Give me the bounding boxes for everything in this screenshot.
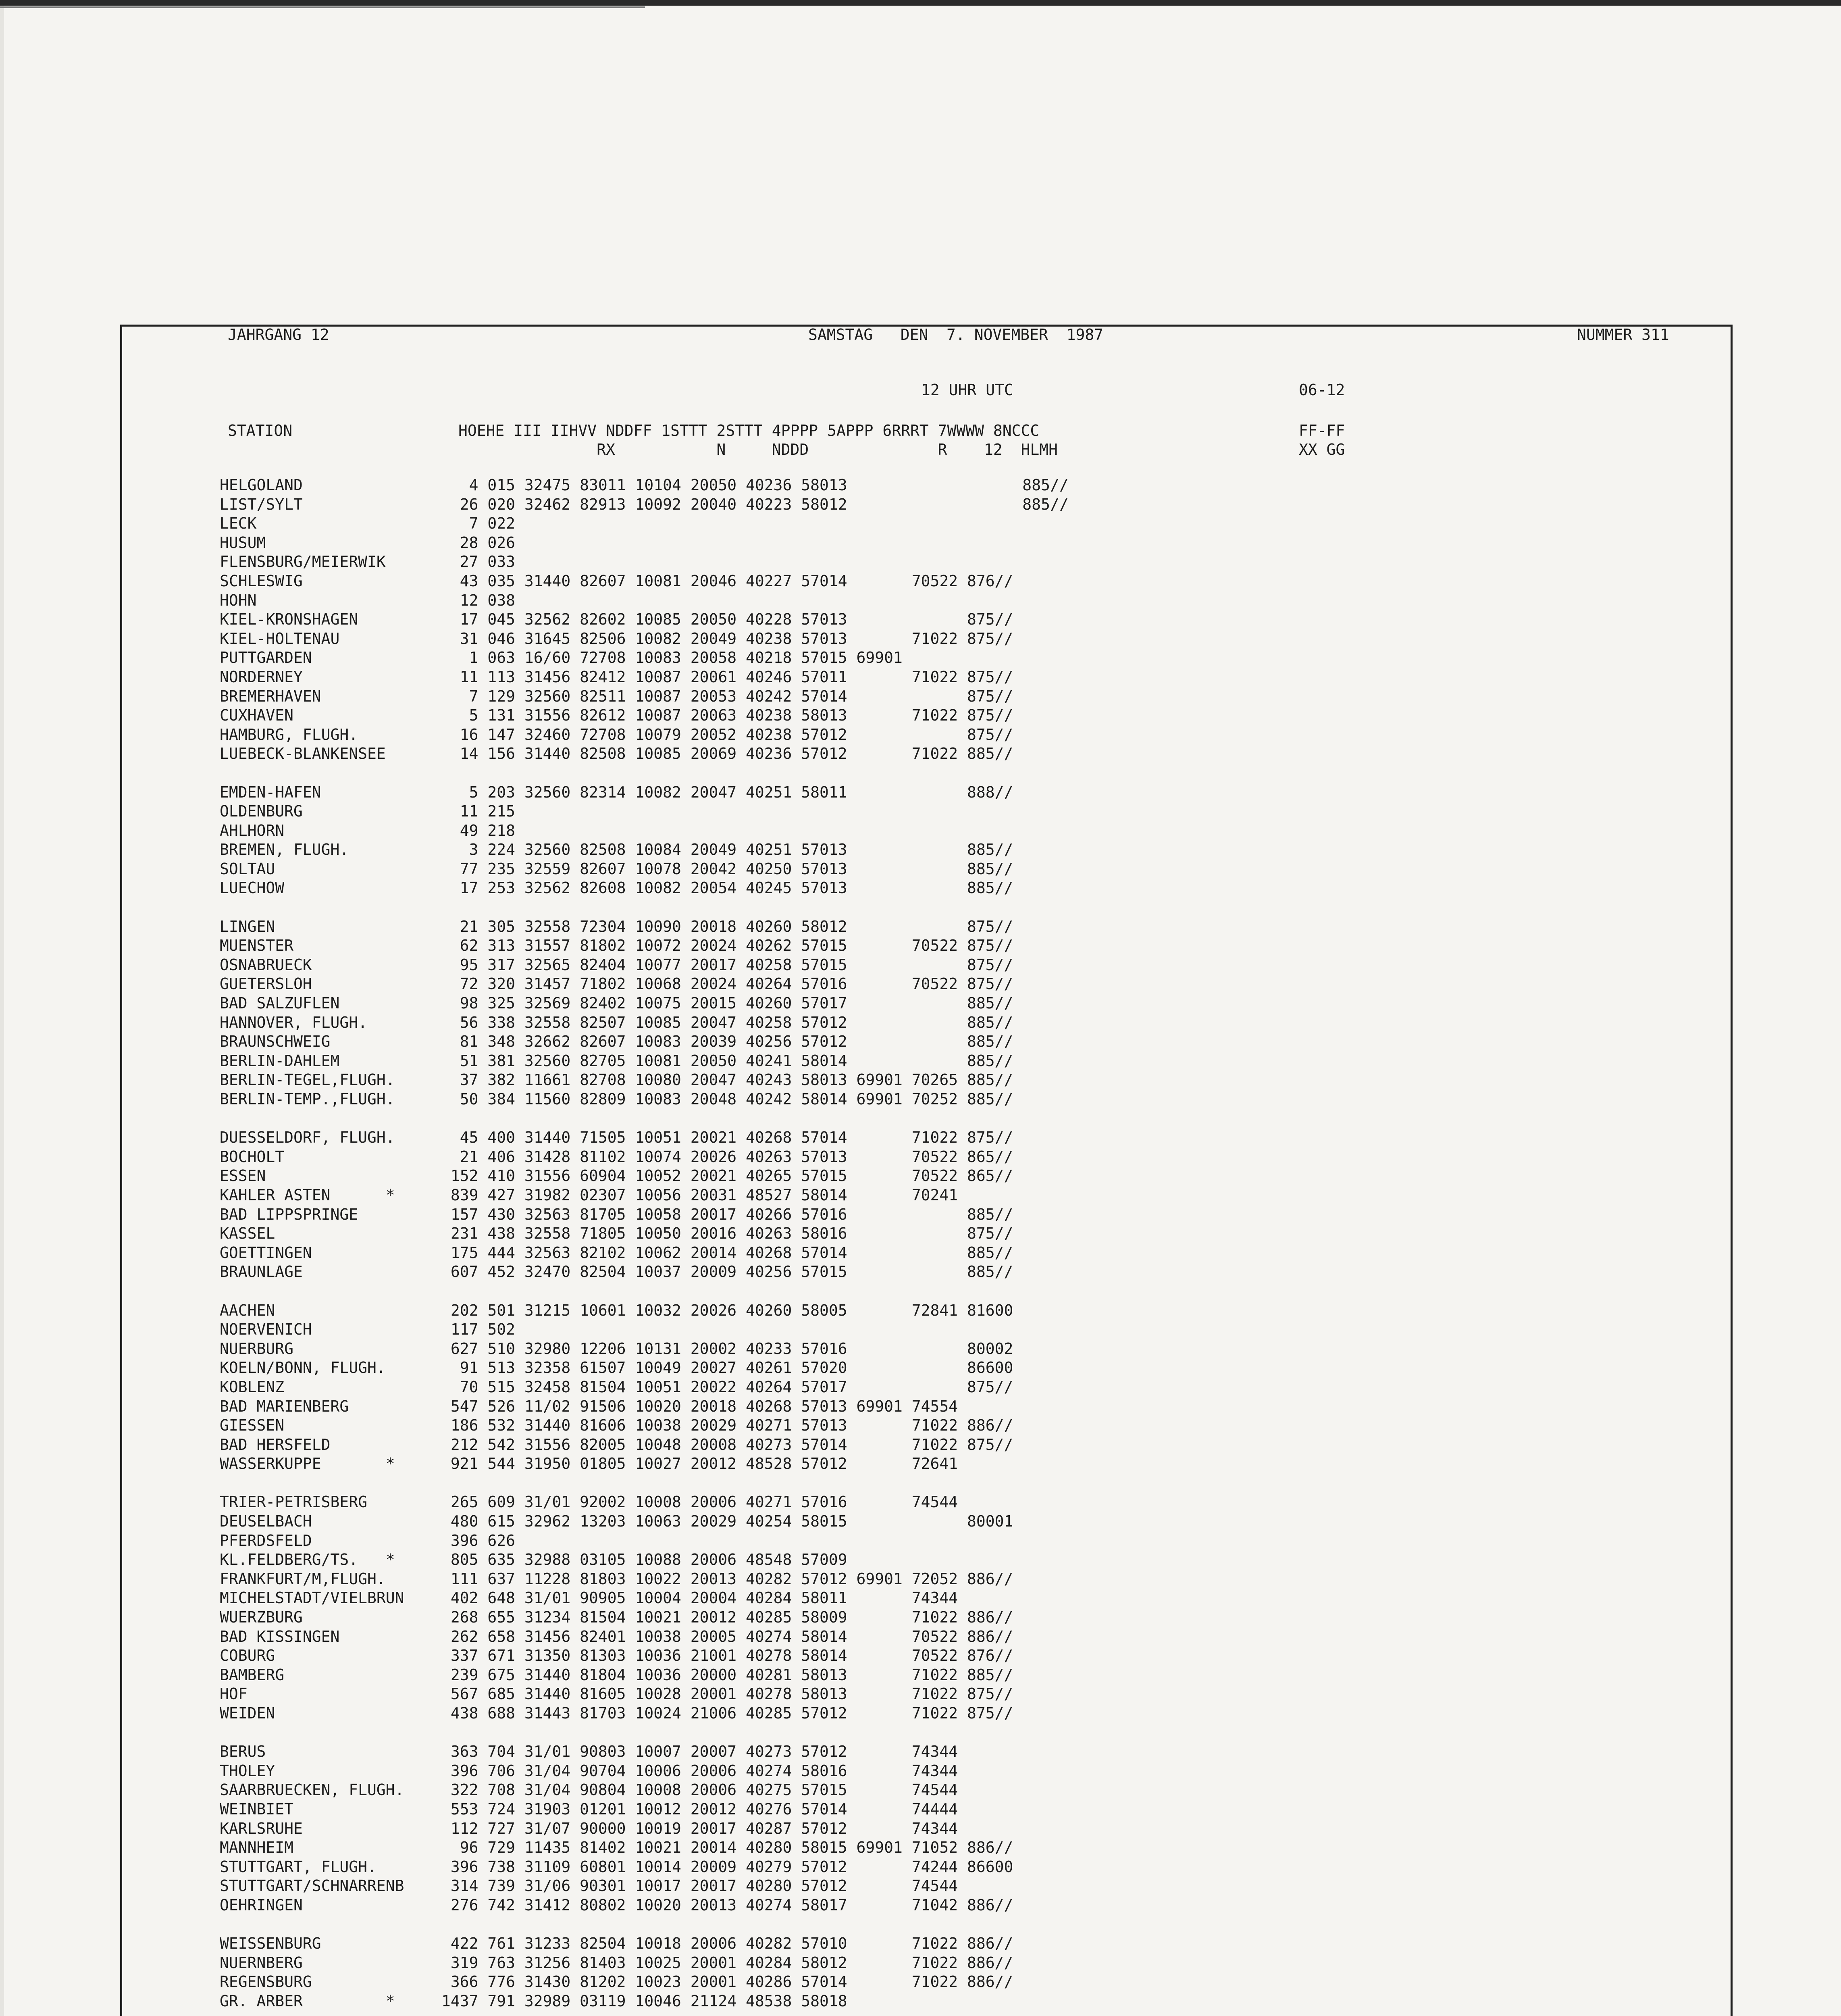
station-name: TRIER-PETRISBERG [220,1493,368,1511]
station-name: STUTTGART, FLUGH. [220,1858,377,1876]
station-name: BERLIN-TEGEL,FLUGH. [220,1071,395,1089]
station-data: 276 742 31412 80802 10020 20013 40274 58017 71042 886// [441,1896,1013,1914]
station-name: LECK [220,514,257,533]
station-name: EMDEN-HAFEN [220,783,321,801]
station-data: 322 708 31/04 90804 10008 20006 40275 57015 74544 [441,1781,958,1799]
table-row [220,1013,1069,1033]
table-row [220,879,1069,898]
station-data: 117 502 [441,1320,516,1339]
table-row [220,802,1069,821]
table-row [220,706,1069,725]
table-row [220,1205,1069,1225]
station-name: BAD LIPPSPRINGE [220,1205,358,1223]
station-data: 5 131 31556 82612 10087 20063 40238 58013 71022 875// [441,706,1013,725]
station-name: WUERZBURG [220,1608,303,1627]
table-row [220,1416,1069,1435]
station-data: 81 348 32662 82607 10083 20039 40256 57012 885// [441,1033,1013,1051]
station-name: SCHLESWIG [220,572,303,590]
table-row [220,1358,1069,1378]
table-row [220,1954,1069,1973]
station-data: 422 761 31233 82504 10018 20006 40282 57010 71022 886// [441,1935,1013,1953]
table-row [220,610,1069,629]
table-row [220,1608,1069,1627]
station-data: 95 317 32565 82404 10077 20017 40258 57015 875// [441,956,1013,974]
station-data: 402 648 31/01 90905 10004 20004 40284 58011 74344 [441,1589,958,1607]
station-name: WEIDEN [220,1704,275,1722]
station-data: 27 033 [441,553,516,571]
scan-edge [0,0,4,2016]
table-row [220,1704,1069,1723]
table-row [220,1627,1069,1647]
station-data: 3 224 32560 82508 10084 20049 40251 57013 885// [441,841,1013,859]
table-row [220,1052,1069,1071]
station-data: 627 510 32980 12206 10131 20002 40233 57016 80002 [441,1339,1013,1358]
station-name: MICHELSTADT/VIELBRUN [220,1589,404,1607]
table-row [220,1339,1069,1359]
table-row [220,764,1069,783]
station-name: LIST/SYLT [220,495,303,513]
table-row [220,1876,1069,1896]
table-row [220,1262,1069,1282]
station-data: 70 515 32458 81504 10051 20022 40264 57017 875// [441,1378,1013,1396]
table-row [220,783,1069,802]
station-data: 239 675 31440 81804 10036 20000 40281 58013 71022 885// [441,1666,1013,1684]
station-name: REGENSBURG [220,1973,312,1991]
station-name: FRANKFURT/M,FLUGH. [220,1570,386,1588]
table-row [220,1685,1069,1704]
station-data: 62 313 31557 81802 10072 20024 40262 57015 70522 875// [441,937,1013,955]
station-name: AHLHORN [220,821,285,839]
station-data: 553 724 31903 01201 10012 20012 40276 57014 74444 [441,1800,958,1818]
table-row [220,514,1069,533]
station-name: KOELN/BONN, FLUGH. [220,1359,386,1377]
table-row [220,1531,1069,1551]
station-data: 7 022 [441,514,516,533]
station-data: 51 381 32560 82705 10081 20050 40241 58014 885// [441,1052,1013,1070]
station-name: NOERVENICH [220,1320,312,1339]
station-data: 337 671 31350 81303 10036 21001 40278 58014 70522 876// [441,1647,1013,1665]
station-name: BREMERHAVEN [220,687,321,705]
table-row [220,1666,1069,1685]
station-data: 921 544 31950 01805 10027 20012 48528 57012 72641 [441,1455,958,1473]
station-name: SOLTAU [220,860,275,878]
station-data: 112 727 31/07 90000 10019 20017 40287 57012 74344 [441,1819,958,1837]
table-row [220,1032,1069,1052]
table-row [220,591,1069,610]
station-data: 547 526 11/02 91506 10020 20018 40268 57013 69901 74554 [441,1397,958,1415]
station-name: ESSEN [220,1167,266,1185]
station-data: 50 384 11560 82809 10083 20048 40242 58014 69901 70252 885// [441,1090,1013,1108]
table-row [220,1838,1069,1858]
station-name: LINGEN [220,917,275,935]
station-name: FLENSBURG/MEIERWIK [220,553,386,571]
station-name: AACHEN [220,1301,275,1319]
table-row [220,552,1069,572]
station-data: 839 427 31982 02307 10056 20031 48527 58014 70241 [441,1186,958,1204]
table-row [220,936,1069,956]
station-name: HOF [220,1685,248,1703]
station-name: MANNHEIM [220,1839,294,1857]
station-name: PFERDSFELD [220,1531,312,1549]
station-data: 363 704 31/01 90803 10007 20007 40273 57012 74344 [441,1743,958,1761]
station-data: 98 325 32569 82402 10075 20015 40260 57017 885// [441,994,1013,1012]
station-name: BAD SALZUFLEN [220,994,340,1012]
table-row [220,898,1069,917]
station-data: 7 129 32560 82511 10087 20053 40242 57014 875// [441,687,1013,705]
station-data: 96 729 11435 81402 10021 20014 40280 58015 69901 71052 886// [441,1839,1013,1857]
station-name: DEUSELBACH [220,1512,312,1531]
station-name: NUERNBERG [220,1954,303,1972]
table-row [220,1570,1069,1589]
station-name: WASSERKUPPE * [220,1455,395,1473]
table-row [220,1550,1069,1570]
station-data: 1 063 16/60 72708 10083 20058 40218 57015 69901 [441,649,903,667]
column-headers: STATION HOEHE III IIHVV NDDFF 1STTT 2STTT 4PPPP 5APPP 6RRRT 7WWWW 8NCCC [228,422,1040,439]
station-name: KARLSRUHE [220,1819,303,1837]
table-row [220,687,1069,706]
station-data: 28 026 [441,533,516,552]
station-name: KASSEL [220,1225,275,1243]
station-name: NORDERNEY [220,668,303,686]
table-row [220,668,1069,687]
station-data: 480 615 32962 13203 10063 20029 40254 58015 80001 [441,1512,1013,1531]
station-data: 4 015 32475 83011 10104 20050 40236 58013 885// [441,476,1069,494]
column-subheaders: RX N NDDD R 12 HLMH [228,441,1058,458]
station-data: 12 038 [441,591,516,609]
station-data: 438 688 31443 81703 10024 21006 40285 57012 71022 875// [441,1704,1013,1722]
station-data: 72 320 31457 71802 10068 20024 40264 57016 70522 875// [441,975,1013,993]
station-data: 186 532 31440 81606 10038 20029 40271 57013 71022 886// [441,1416,1013,1435]
station-name: GUETERSLOH [220,975,312,993]
table-row [220,1781,1069,1800]
table-row [220,1166,1069,1186]
table-row [220,1858,1069,1877]
table-row [220,533,1069,553]
table-row [220,994,1069,1013]
station-name: LUEBECK-BLANKENSEE [220,745,386,763]
station-name: SAARBRUECKEN, FLUGH. [220,1781,404,1799]
observation-time: 12 UHR UTC [921,381,1013,399]
table-row [220,1512,1069,1531]
station-data: 268 655 31234 81504 10021 20012 40285 58009 71022 886// [441,1608,1013,1627]
table-row [220,821,1069,841]
date-label: SAMSTAG DEN 7. NOVEMBER 1987 [808,326,1104,344]
table-row [220,2011,1069,2016]
station-name: KOBLENZ [220,1378,285,1396]
table-row [220,1454,1069,1474]
table-row [220,1992,1069,2011]
table-row [220,1320,1069,1339]
station-data: 175 444 32563 82102 10062 20014 40268 57014 885// [441,1243,1013,1262]
table-row [220,956,1069,975]
station-name: HOHN [220,591,257,609]
table-row [220,1301,1069,1320]
table-row [220,1819,1069,1839]
station-data: 396 626 [441,1531,516,1549]
station-data: 396 738 31109 60801 10014 20009 40279 57012 74244 86600 [441,1858,1013,1876]
volume-label: JAHRGANG 12 [228,326,329,344]
station-data: 231 438 32558 71805 10050 20016 40263 58016 875// [441,1225,1013,1243]
station-data: 31 046 31645 82506 10082 20049 40238 57013 71022 875// [441,629,1013,648]
ff-header: FF-FF [1299,422,1345,439]
table-row [220,1109,1069,1129]
station-data: 262 658 31456 82401 10038 20005 40274 58014 70522 886// [441,1627,1013,1645]
station-name: BAD MARIENBERG [220,1397,349,1415]
station-name: OLDENBURG [220,802,303,821]
station-name: BAMBERG [220,1666,285,1684]
station-data: 91 513 32358 61507 10049 20027 40261 57020 86600 [441,1359,1013,1377]
station-name: CUXHAVEN [220,706,294,725]
station-name: HUSUM [220,533,266,552]
station-data: 366 776 31430 81202 10023 20001 40286 57014 71022 886// [441,1973,1013,1991]
station-name: BERLIN-TEMP.,FLUGH. [220,1090,395,1108]
station-data: 45 400 31440 71505 10051 20021 40268 57014 71022 875// [441,1129,1013,1147]
ff-subheader: XX GG [1299,441,1345,458]
station-data: 1437 791 32989 03119 10046 21124 48538 58018 [441,1992,847,2010]
station-data: 14 156 31440 82508 10085 20069 40236 57012 71022 885// [441,745,1013,763]
table-row [220,860,1069,879]
table-row [220,1090,1069,1109]
station-name: GOETTINGEN [220,1243,312,1262]
top-border-line [0,0,1841,6]
top-border-line-secondary [0,6,645,8]
table-row [220,495,1069,514]
station-data: 37 382 11661 82708 10080 20047 40243 58013 69901 70265 885// [441,1071,1013,1089]
station-name: KL.FELDBERG/TS. * [220,1551,395,1569]
station-data: 17 045 32562 82602 10085 20050 40228 57013 875// [441,610,1013,629]
station-data: 396 706 31/04 90704 10006 20006 40274 58016 74344 [441,1762,958,1780]
station-data: 77 235 32559 82607 10078 20042 40250 57013 885// [441,860,1013,878]
station-name: THOLEY [220,1762,275,1780]
station-data: 319 763 31256 81403 10025 20001 40284 58012 71022 886// [441,1954,1013,1972]
table-row [220,1742,1069,1762]
station-name: BREMEN, FLUGH. [220,841,349,859]
station-name: BERLIN-DAHLEM [220,1052,340,1070]
station-data: 152 410 31556 60904 10052 20021 40265 57015 70522 865// [441,1167,1013,1185]
station-name: BAD KISSINGEN [220,1627,340,1645]
station-name: PUTTGARDEN [220,649,312,667]
station-name: MUENSTER [220,937,294,955]
station-data: 265 609 31/01 92002 10008 20006 40271 57016 74544 [441,1493,958,1511]
station-data: 56 338 32558 82507 10085 20047 40258 57012 885// [441,1013,1013,1031]
period-label: 06-12 [1299,381,1345,399]
station-name: BOCHOLT [220,1148,285,1166]
station-data: 805 635 32988 03105 10088 20006 48548 57009 [441,1551,847,1569]
table-row [220,1589,1069,1608]
station-name: HELGOLAND [220,476,303,494]
table-row [220,917,1069,937]
station-name: STUTTGART/SCHNARRENB [220,1877,404,1895]
table-row [220,1148,1069,1167]
station-name: LUECHOW [220,879,285,897]
station-data: 607 452 32470 82504 10037 20009 40256 57015 885// [441,1263,1013,1281]
table-row [220,975,1069,994]
station-name: KAHLER ASTEN * [220,1186,395,1204]
table-row [220,1646,1069,1666]
station-name: GIESSEN [220,1416,285,1435]
table-row [220,1723,1069,1743]
station-data: 49 218 [441,821,516,839]
station-data: 314 739 31/06 90301 10017 20017 40280 57012 74544 [441,1877,958,1895]
station-data: 43 035 31440 82607 10081 20046 40227 57014 70522 876// [441,572,1013,590]
table-row [220,1474,1069,1493]
station-name: OEHRINGEN [220,1896,303,1914]
table-row [220,1934,1069,1954]
station-data: 16 147 32460 72708 10079 20052 40238 57012 875// [441,725,1013,744]
station-data: 21 406 31428 81102 10074 20026 40263 57013 70522 865// [441,1148,1013,1166]
table-row [220,1186,1069,1205]
station-data: 17 253 32562 82608 10082 20054 40245 57013 885// [441,879,1013,897]
table-row [220,476,1069,495]
table-row [220,1762,1069,1781]
table-row [220,572,1069,591]
table-row [220,1282,1069,1301]
station-name: BAD HERSFELD [220,1435,331,1454]
table-row [220,725,1069,745]
table-row [220,1397,1069,1416]
station-name: HANNOVER, FLUGH. [220,1013,368,1031]
station-data: 567 685 31440 81605 10028 20001 40278 58013 71022 875// [441,1685,1013,1703]
table-row [220,1224,1069,1243]
station-name: BRAUNSCHWEIG [220,1033,331,1051]
table-row [220,1070,1069,1090]
table-row [220,1493,1069,1512]
table-row [220,1378,1069,1397]
station-name: KIEL-KRONSHAGEN [220,610,358,629]
station-name: WEINBIET [220,1800,294,1818]
station-name: BERUS [220,1743,266,1761]
station-name: WEISSENBURG [220,1935,321,1953]
station-data: 21 305 32558 72304 10090 20018 40260 58012 875// [441,917,1013,935]
table-row [220,629,1069,649]
station-data: 26 020 32462 82913 10092 20040 40223 58012 885// [441,495,1069,513]
table-row [220,744,1069,764]
station-name: DUESSELDORF, FLUGH. [220,1129,395,1147]
station-data: 111 637 11228 81803 10022 20013 40282 57012 69901 72052 886// [441,1570,1013,1588]
issue-number: NUMMER 311 [1577,326,1669,344]
table-row [220,648,1069,668]
table-row [220,1896,1069,1915]
station-name: GR. ARBER * [220,1992,395,2010]
station-data: 5 203 32560 82314 10082 20047 40251 58011 888// [441,783,1013,801]
table-row [220,1800,1069,1819]
table-row [220,840,1069,860]
station-name: NUERBURG [220,1339,294,1358]
station-name: OSNABRUECK [220,956,312,974]
table-row [220,1915,1069,1935]
station-data: 11 113 31456 82412 10087 20061 40246 57011 71022 875// [441,668,1013,686]
station-data: 212 542 31556 82005 10048 20008 40273 57014 71022 875// [441,1435,1013,1454]
station-data: 202 501 31215 10601 10032 20026 40260 58005 72841 81600 [441,1301,1013,1319]
station-name: BRAUNLAGE [220,1263,303,1281]
table-row [220,1972,1069,1992]
station-name: HAMBURG, FLUGH. [220,725,358,744]
table-row [220,1435,1069,1455]
table-row [220,1243,1069,1263]
station-data: 11 215 [441,802,516,821]
station-table [220,476,1069,2016]
station-name: KIEL-HOLTENAU [220,629,340,648]
table-row [220,1128,1069,1148]
station-data: 157 430 32563 81705 10058 20017 40266 57016 885// [441,1205,1013,1223]
station-name: COBURG [220,1647,275,1665]
